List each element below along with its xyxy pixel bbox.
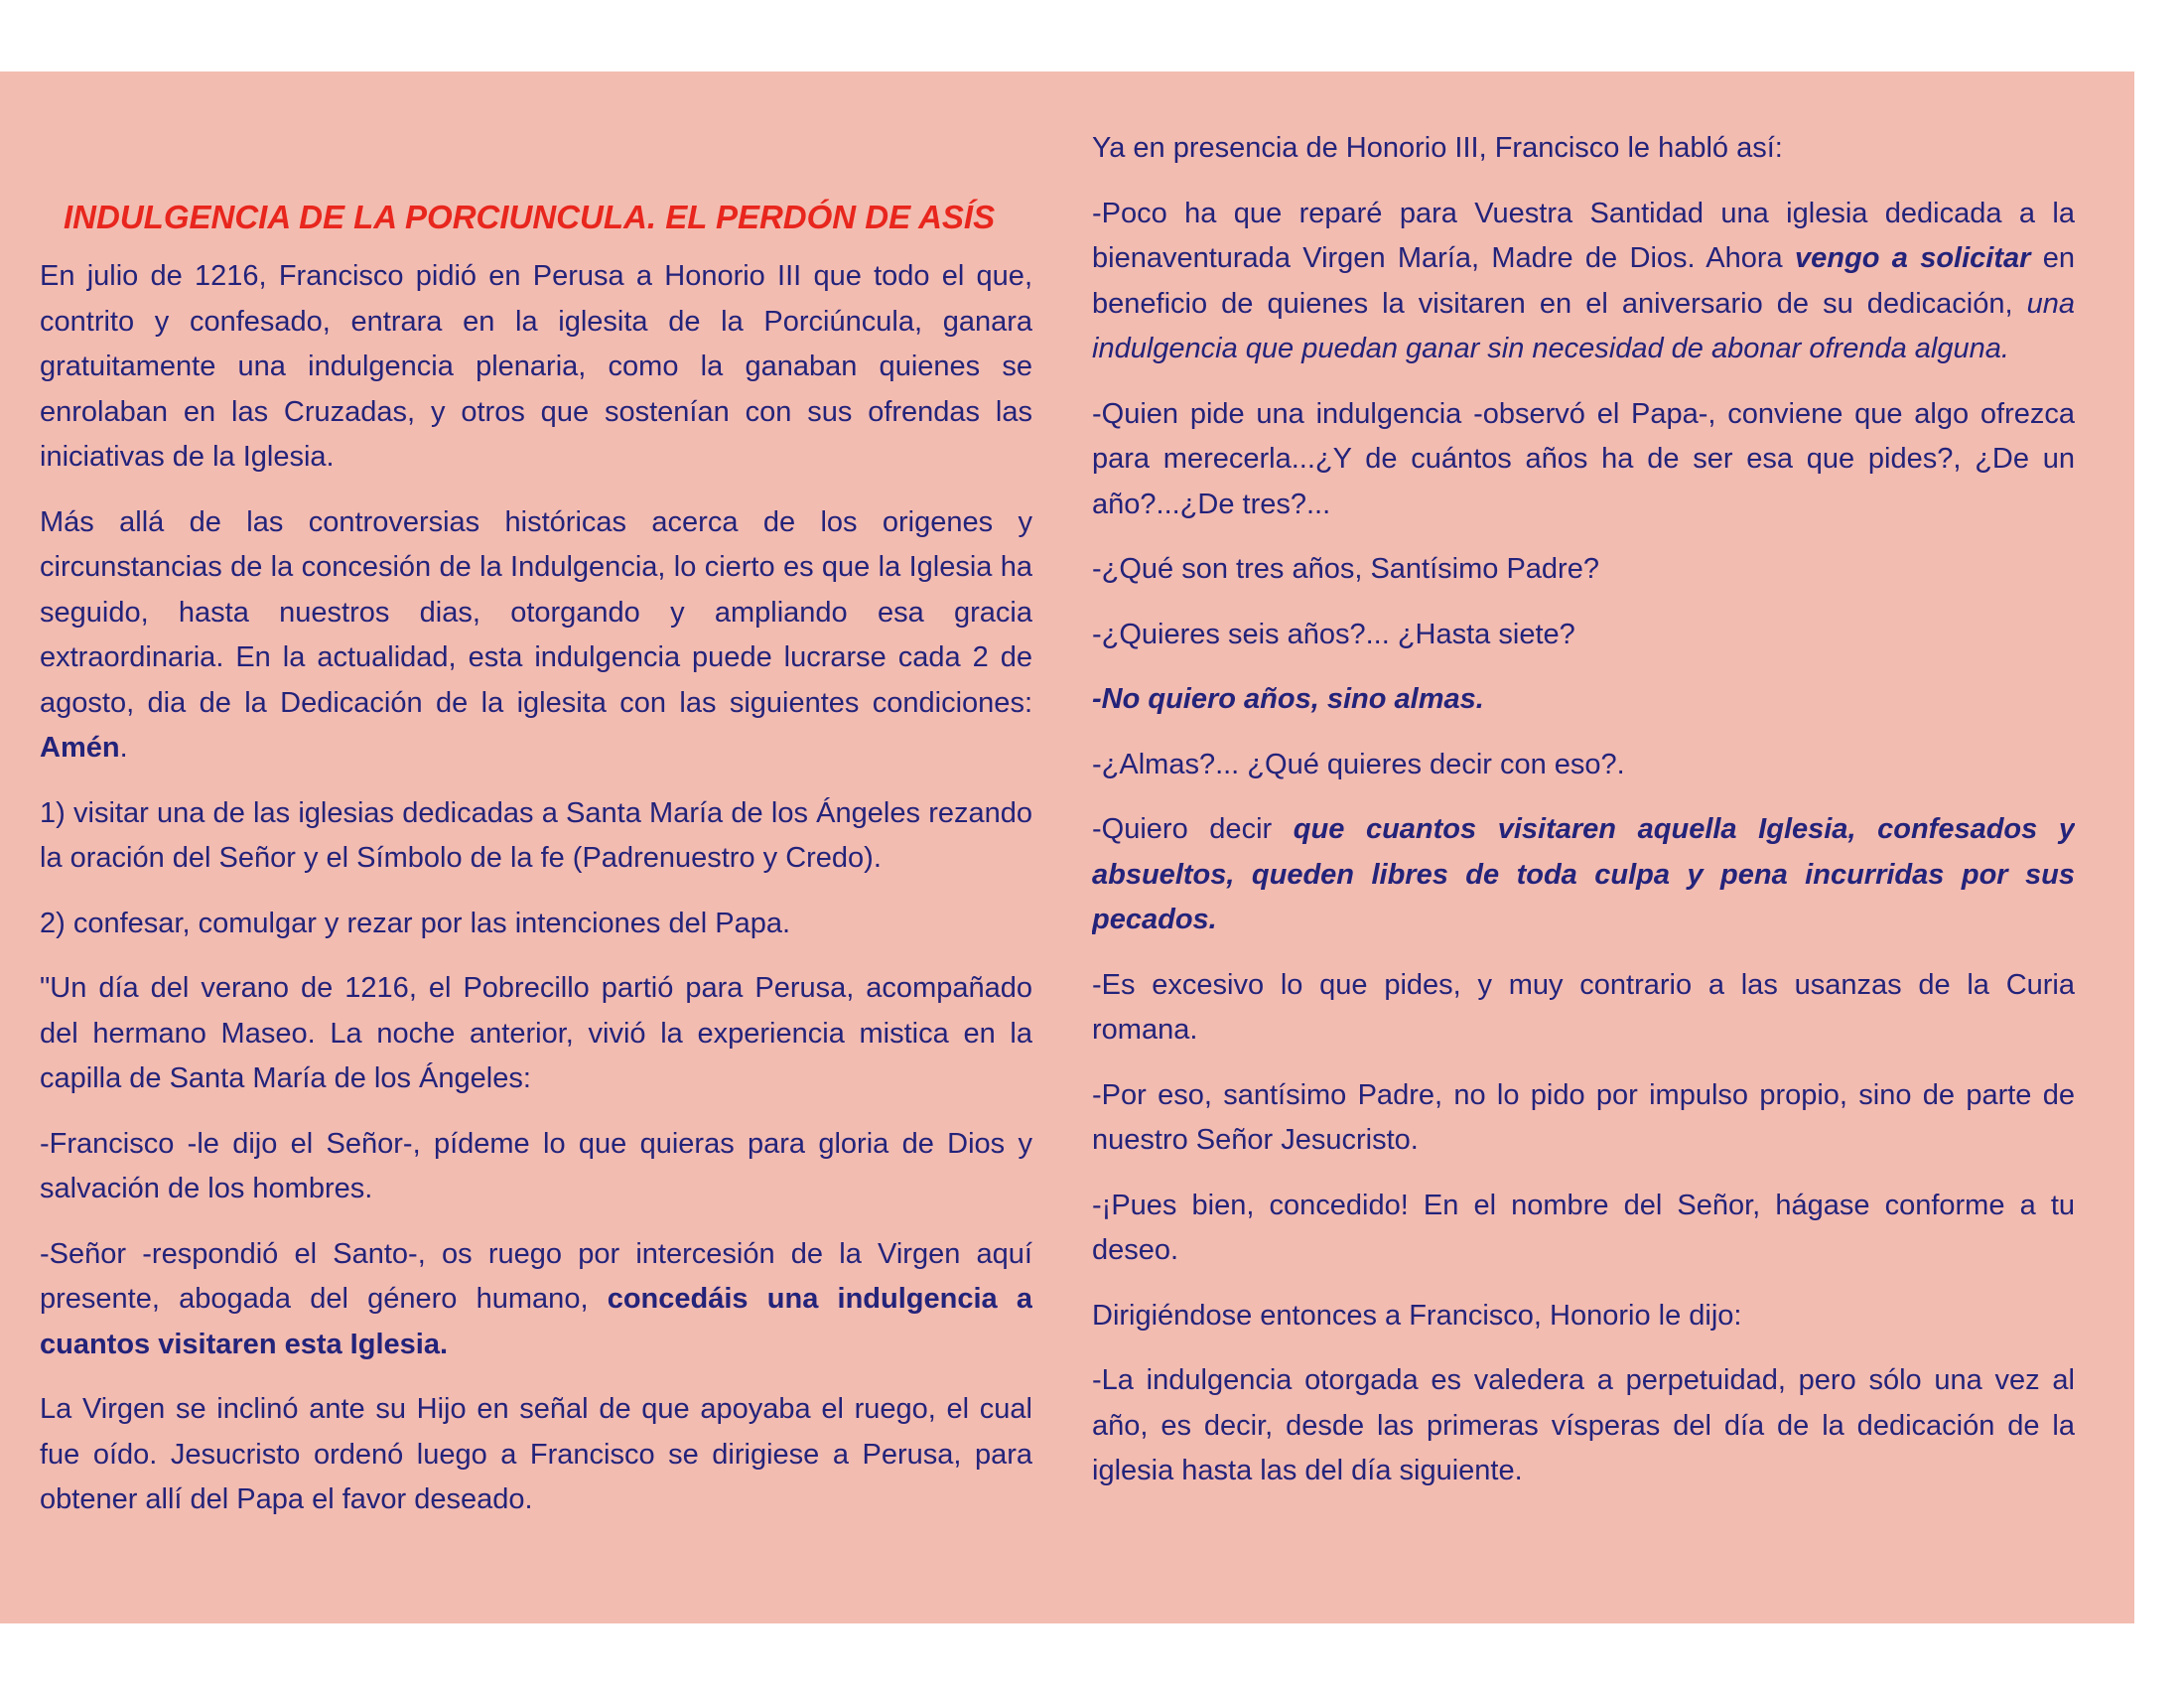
page-panel xyxy=(0,71,2134,1623)
dialogue-francisco-3: -No quiero años, sino almas. xyxy=(1092,683,1484,715)
dialogue-narration: Dirigiéndose entonces a Francisco, Honorio le dijo: xyxy=(1092,1299,1742,1332)
paragraph-virgin: La Virgen se inclinó ante su Hijo en señal de que apoyaba el ruego, el cual fue oído. Jesucristo ordenó luego a Francisco se dirigiese a Perusa, para obtener allí del Papa el favor deseado. xyxy=(40,1393,1032,1515)
paragraph-conditions xyxy=(40,500,1032,772)
dialogue-pope-5: -¡Pues bien, concedido! En el nombre del Señor, hágase conforme a tu deseo. xyxy=(1092,1189,2075,1266)
dialogue-francisco-1 xyxy=(1092,192,2075,372)
right-column xyxy=(1092,71,2075,1623)
paragraph-saint xyxy=(40,1232,1032,1368)
dialogue-francisco-1-c: en beneficio de quienes la visitaren en el aniversario de su dedicación, xyxy=(1092,242,2075,320)
dialogue-pope-3: -¿Almas?... ¿Qué quieres decir con eso?. xyxy=(1092,748,1625,780)
condition-1: 1) visitar una de las iglesias dedicadas a Santa María de los Ángeles rezando la oración del Señor y el Símbolo de la fe (Padrenuestro y Credo). xyxy=(40,796,1032,874)
paragraph-story: "Un día del verano de 1216, el Pobrecillo partió para Perusa, acompañado del hermano Maseo. La noche anterior, vivió la experiencia mistica en la capilla de Santa María de los Ángeles: xyxy=(40,972,1032,1094)
paragraph-saint-text: -Señor -respondió el Santo-, os ruego por intercesión de la Virgen aquí presente, abogada del género humano, xyxy=(40,1237,1032,1315)
dialogue-intro: Ya en presencia de Honorio III, Francisco le habló así: xyxy=(1092,132,1783,164)
dialogue-pope-4: -Es excesivo lo que pides, y muy contrario a las usanzas de la Curia romana. xyxy=(1092,968,2075,1046)
dialogue-francisco-1-d: una indulgencia que puedan ganar sin necesidad de abonar ofrenda alguna. xyxy=(1092,287,2075,364)
dialogue-francisco-4-a: -Quiero decir xyxy=(1092,813,1294,845)
left-column xyxy=(40,71,1032,1623)
paragraph-conditions-text: Más allá de las controversias históricas acerca de los origenes y circunstancias de la concesión de la Indulgencia, lo cierto es que la Iglesia ha seguido, hasta nuestros dias, otorgando y ampliando esa gracia extraordinaria. En la actualidad, esta indulgencia puede lucrarse cada 2 de agosto, dia de la Dedicación de la iglesita con las siguientes condiciones: xyxy=(40,505,1032,719)
dialogue-francisco-1-b: vengo a solicitar xyxy=(1795,242,2031,274)
dialogue-pope-2: -¿Quieres seis años?... ¿Hasta siete? xyxy=(1092,618,1575,650)
paragraph-conditions-end: . xyxy=(119,732,128,764)
dialogue-pope-6: -La indulgencia otorgada es valedera a perpetuidad, pero sólo una vez al año, es decir, desde las primeras vísperas del día de la dedicación de la iglesia hasta las del día siguiente. xyxy=(1092,1364,2075,1486)
paragraph-intro: En julio de 1216, Francisco pidió en Perusa a Honorio III que todo el que, contrito y confesado, entrara en la iglesita de la Porciúncula, ganara gratuitamente una indulgencia plenaria, como la ganaban quienes se enrolaban en las Cruzadas, y otros que sostenían con sus ofrendas las iniciativas de la Iglesia. xyxy=(40,260,1032,473)
dialogue-francisco-4-b: que cuantos visitaren aquella Iglesia, confesados y absueltos, queden libres de toda culpa y pena incurridas por sus pecados. xyxy=(1092,813,2075,935)
page-title: INDULGENCIA DE LA PORCIUNCULA. EL PERDÓN DE ASÍS xyxy=(64,199,996,235)
condition-2: 2) confesar, comulgar y rezar por las intenciones del Papa. xyxy=(40,907,791,939)
dialogue-francisco-4 xyxy=(1092,807,2075,943)
paragraph-lord: -Francisco -le dijo el Señor-, pídeme lo que quieras para gloria de Dios y salvación de los hombres. xyxy=(40,1127,1032,1204)
dialogue-francisco-1-a: -Poco ha que reparé para Vuestra Santidad una iglesia dedicada a la bienaventurada Virgen María, Madre de Dios. Ahora xyxy=(1092,197,2075,274)
dialogue-pope-1: -Quien pide una indulgencia -observó el Papa-, conviene que algo ofrezca para merecerla...¿Y de cuántos años ha de ser esa que pides?, ¿De un año?...¿De tres?... xyxy=(1092,397,2075,520)
dialogue-francisco-5: -Por eso, santísimo Padre, no lo pido por impulso propio, sino de parte de nuestro Señor Jesucristo. xyxy=(1092,1078,2075,1156)
amen-bold: Amén xyxy=(40,732,120,764)
paragraph-saint-bold: concedáis una indulgencia a cuantos visitaren esta Iglesia. xyxy=(40,1283,1032,1360)
dialogue-francisco-2: -¿Qué son tres años, Santísimo Padre? xyxy=(1092,553,1599,585)
